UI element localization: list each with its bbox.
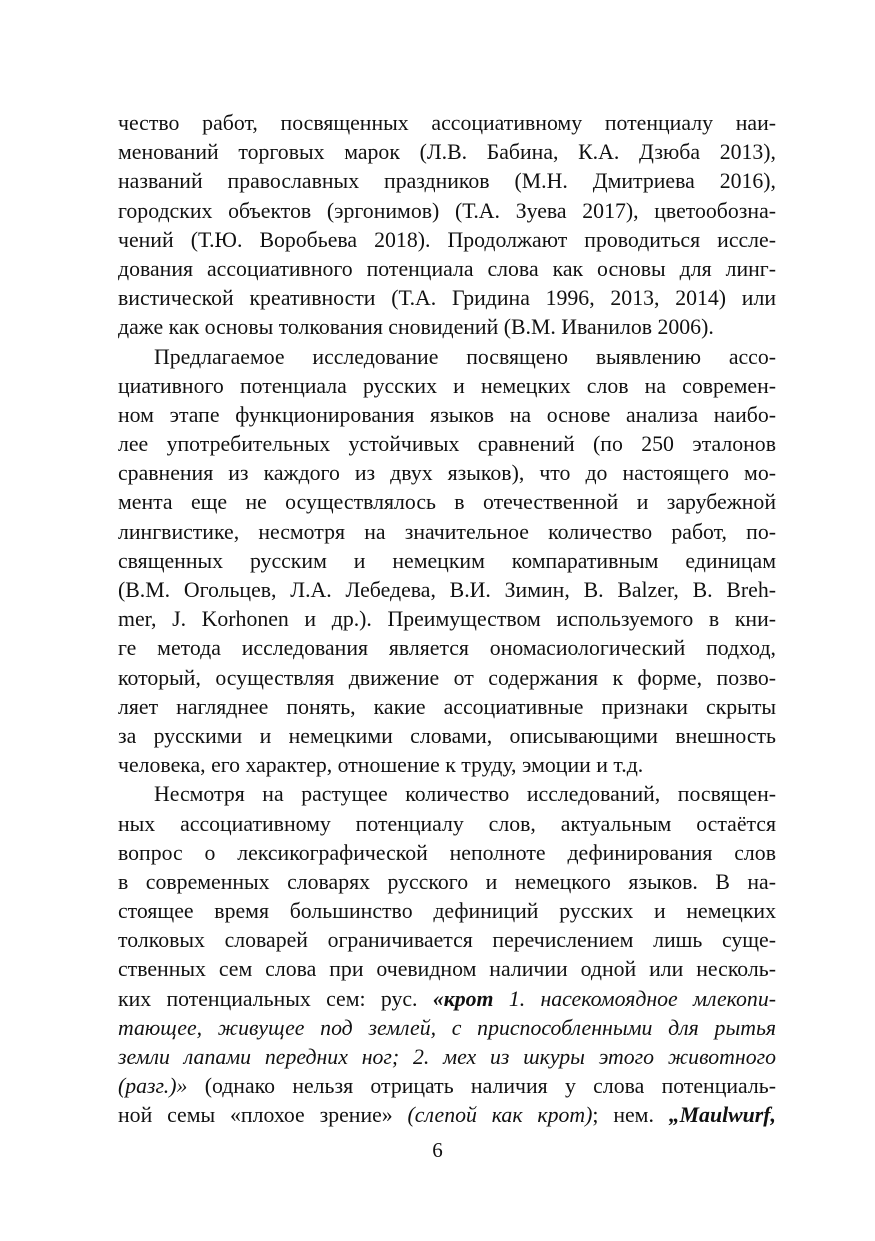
text-run: лингвистике, несмотря на значительное количество работ, по- xyxy=(118,519,776,544)
text-run: Несмотря на растущее количество исследований, посвящен- xyxy=(154,782,776,807)
paragraph xyxy=(118,109,776,343)
text-line xyxy=(118,401,776,430)
text-line xyxy=(118,343,776,372)
text-run: в современных словарях русского и немецкого языков. В на- xyxy=(118,869,776,894)
text-run: стоящее время большинство дефиниций русских и немецких xyxy=(118,899,776,924)
text-line xyxy=(118,197,776,226)
text-run: ге метода исследования является ономасиологический подход, xyxy=(118,636,776,661)
text-run: чений (Т.Ю. Воробьева 2018). Продолжают проводиться иссле- xyxy=(118,227,776,252)
text-line xyxy=(118,810,776,839)
text-run: который, осуществляя движение от содержания к форме, позво- xyxy=(118,665,776,690)
text-run: ных ассоциативному потенциалу слов, актуальным остаётся xyxy=(118,811,776,836)
text-line xyxy=(118,897,776,926)
text-run: (слепой как крот) xyxy=(407,1103,593,1128)
text-run: «крот xyxy=(432,986,494,1011)
text-line xyxy=(118,430,776,459)
paragraph xyxy=(118,780,776,1130)
text-run: 1. насекомоядное млекопи- xyxy=(493,986,776,1011)
text-line xyxy=(118,109,776,138)
text-line xyxy=(118,459,776,488)
text-line xyxy=(118,167,776,196)
text-run: ких потенциальных сем: рус. xyxy=(118,986,433,1011)
text-line xyxy=(118,926,776,955)
page-number: 6 xyxy=(432,1138,443,1162)
body-text xyxy=(118,109,776,1131)
text-line xyxy=(118,313,776,342)
text-run: (разг.)» xyxy=(118,1074,188,1099)
text-line xyxy=(118,751,776,780)
text-run: ном этапе функционирования языков на основе анализа наибо- xyxy=(118,402,776,427)
text-run: Предлагаемое исследование посвящено выявлению ассо- xyxy=(154,344,776,369)
text-run: ляет нагляднее понять, какие ассоциативные признаки скрыты xyxy=(118,694,776,719)
text-run: за русскими и немецкими словами, описывающими внешность xyxy=(118,723,776,748)
text-run: толковых словарей ограничивается перечислением лишь суще- xyxy=(118,928,776,953)
text-line xyxy=(118,1072,776,1101)
text-line xyxy=(118,839,776,868)
text-run: mer, J. Korhonen и др.). Преимуществом используемого в кни- xyxy=(118,607,776,632)
text-line xyxy=(118,693,776,722)
text-line xyxy=(118,1101,776,1130)
text-run: мента еще не осуществлялось в отечественной и зарубежной xyxy=(118,490,776,515)
text-run: даже как основы толкования сновидений (В.М. Иванилов 2006). xyxy=(118,315,714,340)
text-line xyxy=(118,547,776,576)
text-run: „Maulwurf, xyxy=(668,1103,776,1128)
text-run: (однако нельзя отрицать наличия у слова потенциаль- xyxy=(187,1074,776,1099)
text-line xyxy=(118,1043,776,1072)
text-line xyxy=(118,955,776,984)
text-line xyxy=(118,780,776,809)
text-run: названий православных праздников (М.Н. Дмитриева 2016), xyxy=(118,169,776,194)
text-run: дования ассоциативного потенциала слова как основы для линг- xyxy=(118,256,776,281)
text-run: чество работ, посвященных ассоциативному потенциалу наи- xyxy=(118,111,776,135)
text-line xyxy=(118,518,776,547)
text-run: человека, его характер, отношение к труду, эмоции и т.д. xyxy=(118,753,644,778)
text-run: ной семы «плохое зрение» xyxy=(118,1103,408,1128)
text-line xyxy=(118,634,776,663)
text-run: лее употребительных устойчивых сравнений (по 250 эталонов xyxy=(118,432,776,457)
paragraph xyxy=(118,343,776,781)
text-run: менований торговых марок (Л.В. Бабина, К.А. Дзюба 2013), xyxy=(118,140,776,165)
text-run: (В.М. Огольцев, Л.А. Лебедева, В.И. Зимин, B. Balzer, B. Breh- xyxy=(118,578,776,602)
text-line xyxy=(118,868,776,897)
text-line xyxy=(118,226,776,255)
text-run: ственных сем слова при очевидном наличии одной или несколь- xyxy=(118,957,776,982)
text-run: городских объектов (эргонимов) (Т.А. Зуева 2017), цветообозна- xyxy=(118,198,776,223)
text-run: вопрос о лексикографической неполноте дефинирования слов xyxy=(118,840,776,865)
text-line xyxy=(118,372,776,401)
text-run: земли лапами передних ног; 2. мех из шкуры этого животного xyxy=(118,1045,776,1069)
text-run: сравнения из каждого из двух языков), что до настоящего мо- xyxy=(118,461,776,486)
text-line xyxy=(118,576,776,605)
text-line xyxy=(118,284,776,313)
text-line xyxy=(118,985,776,1014)
text-line xyxy=(118,1014,776,1043)
text-run: ; нем. xyxy=(592,1103,669,1128)
text-line xyxy=(118,605,776,634)
text-run: священных русским и немецким компаративным единицам xyxy=(118,548,776,573)
text-line xyxy=(118,138,776,167)
text-run: тающее, живущее под землей, с приспособленными для рытья xyxy=(118,1015,776,1040)
text-line xyxy=(118,664,776,693)
text-line xyxy=(118,255,776,284)
text-line xyxy=(118,488,776,517)
text-run: циативного потенциала русских и немецких слов на современ- xyxy=(118,373,776,398)
text-line xyxy=(118,722,776,751)
text-run: вистической креативности (Т.А. Гридина 1996, 2013, 2014) или xyxy=(118,286,776,311)
